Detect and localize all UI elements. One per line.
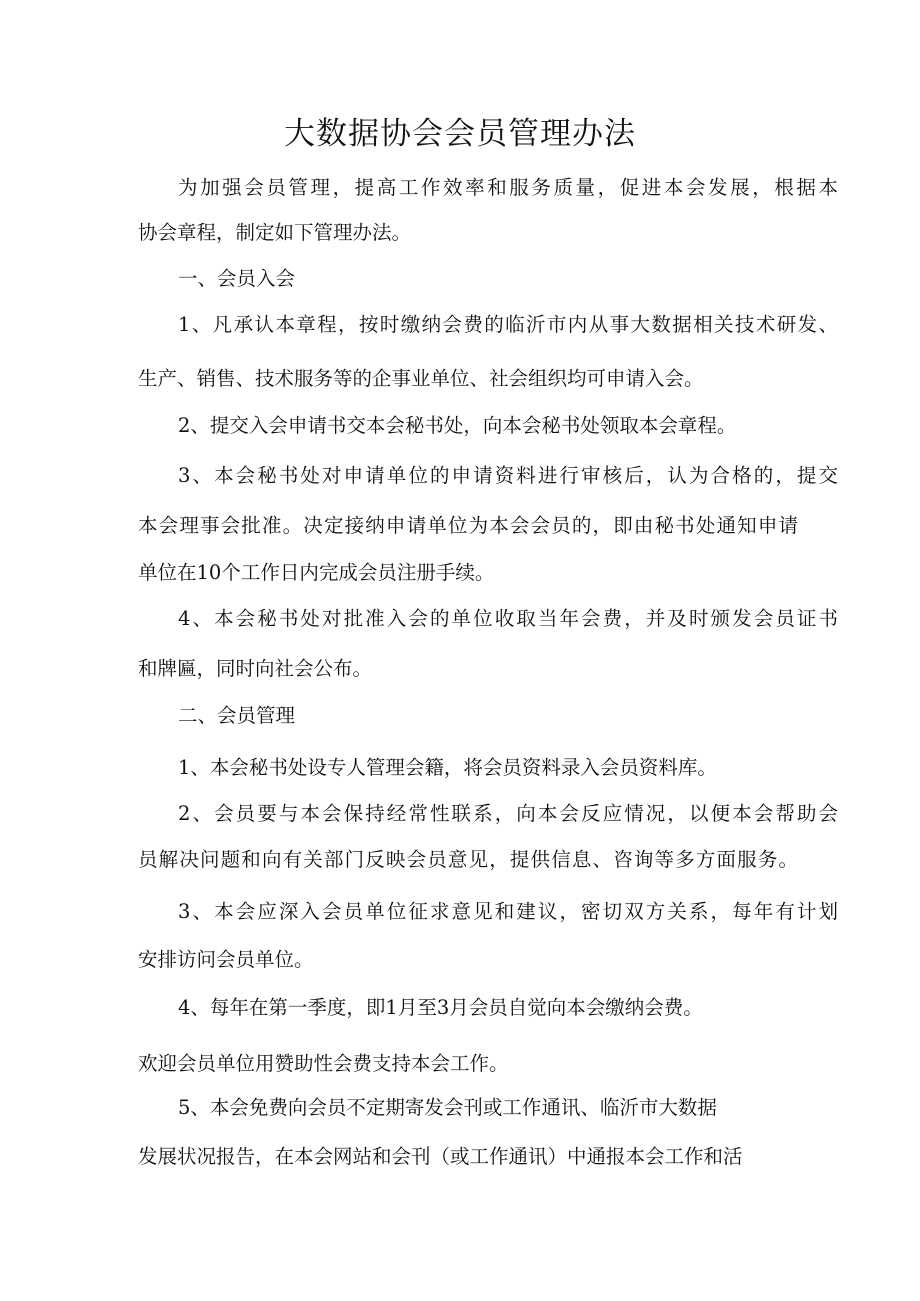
paragraph-line: 单位在10个工作日内完成会员注册手续。 xyxy=(138,561,495,584)
paragraph-line: 4、本会秘书处对批准入会的单位收取当年会费，并及时颁发会员证书 xyxy=(178,607,838,630)
section-heading: 一、会员入会 xyxy=(178,267,296,290)
paragraph-line: 欢迎会员单位用赞助性会费支持本会工作。 xyxy=(138,1052,509,1075)
paragraph-line: 发展状况报告，在本会网站和会刊（或工作通讯）中通报本会工作和活 xyxy=(138,1145,743,1168)
paragraph-line: 1、凡承认本章程，按时缴纳会费的临沂市内从事大数据相关技术研发、 xyxy=(178,313,838,336)
paragraph-line: 为加强会员管理，提高工作效率和服务质量，促进本会发展，根据本 xyxy=(178,176,838,199)
paragraph-line: 1、本会秘书处设专人管理会籍，将会员资料录入会员资料库。 xyxy=(178,756,717,779)
document-title: 大数据协会会员管理办法 xyxy=(284,116,636,152)
paragraph-line: 安排访问会员单位。 xyxy=(138,948,314,971)
paragraph-line: 3、本会应深入会员单位征求意见和建议，密切双方关系，每年有计划 xyxy=(178,900,838,923)
paragraph-line: 生产、销售、技术服务等的企事业单位、社会组织均可申请入会。 xyxy=(138,367,704,390)
paragraph-line: 和牌匾，同时向社会公布。 xyxy=(138,657,373,680)
paragraph-line: 协会章程，制定如下管理办法。 xyxy=(138,221,412,244)
paragraph-line: 2、会员要与本会保持经常性联系，向本会反应情况，以便本会帮助会 xyxy=(178,802,838,825)
paragraph-line: 员解决问题和向有关部门反映会员意见，提供信息、咨询等多方面服务。 xyxy=(138,848,798,871)
paragraph-line: 3、本会秘书处对申请单位的申请资料进行审核后，认为合格的，提交 xyxy=(178,464,838,487)
section-heading: 二、会员管理 xyxy=(178,704,296,727)
paragraph-line: 2、提交入会申请书交本会秘书处，向本会秘书处领取本会章程。 xyxy=(178,414,737,437)
paragraph-line: 本会理事会批准。决定接纳申请单位为本会会员的，即由秘书处通知申请 xyxy=(138,514,798,537)
paragraph-line: 5、本会免费向会员不定期寄发会刊或工作通讯、临沂市大数据 xyxy=(178,1096,717,1119)
paragraph-line: 4、每年在第一季度，即1月至3月会员自觉向本会缴纳会费。 xyxy=(178,996,703,1019)
